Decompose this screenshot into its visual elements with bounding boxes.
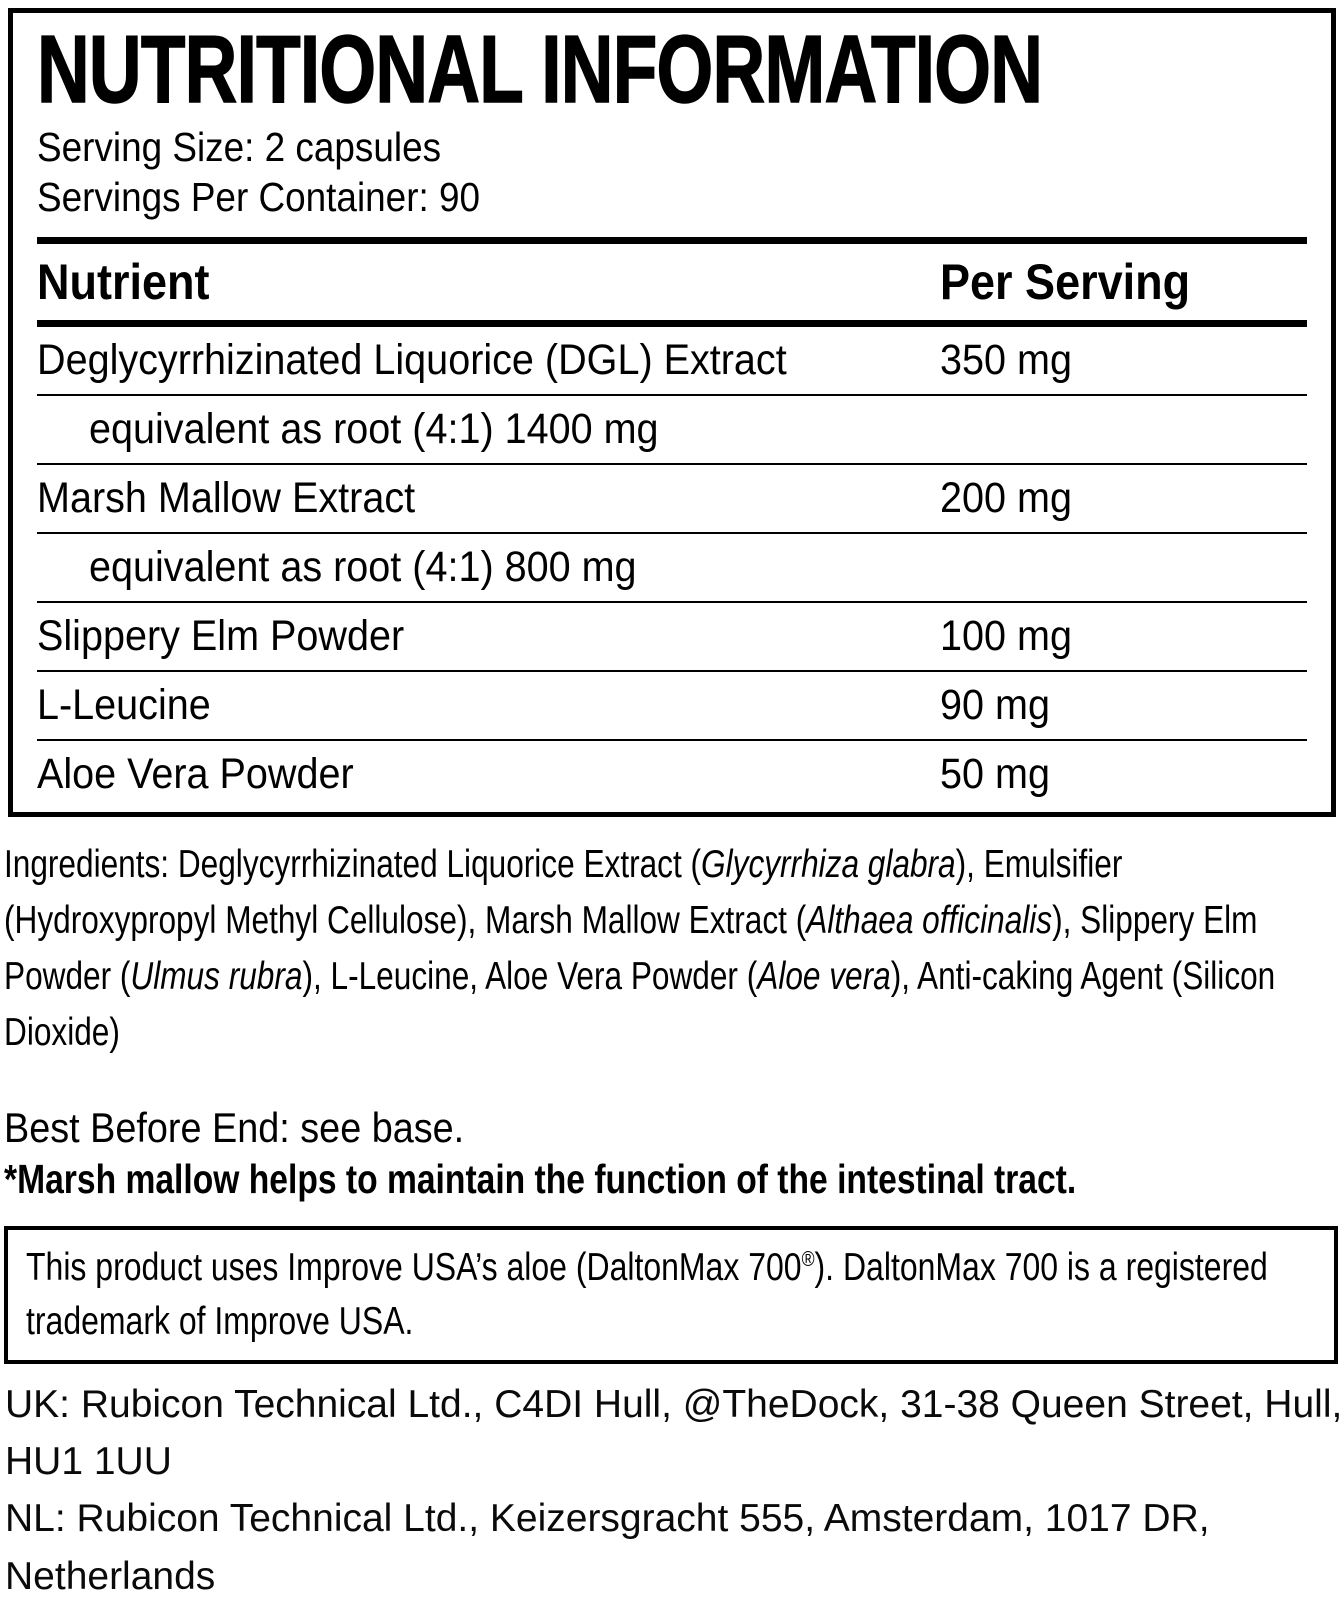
trademark-text: This product uses Improve USA’s aloe (DaltonMax 700®). DaltonMax 700 is a registered trademark of Improve USA. [26, 1246, 1268, 1343]
table-row [37, 532, 1307, 601]
column-header-nutrient: Nutrient [37, 254, 210, 311]
nutrient-name: equivalent as root (4:1) 1400 mg [89, 405, 659, 454]
nutrient-name: Aloe Vera Powder [37, 750, 354, 799]
column-header-per-serving: Per Serving [940, 254, 1191, 311]
nutrient-value: 100 mg [940, 612, 1072, 661]
nutrient-name: Slippery Elm Powder [37, 612, 405, 661]
table-row [37, 463, 1307, 532]
nutrient-value: 200 mg [940, 474, 1072, 523]
address-nl: NL: Rubicon Technical Ltd., Keizersgracht 555, Amsterdam, 1017 DR, Netherlands [5, 1497, 1210, 1598]
nutrient-name: L-Leucine [37, 681, 211, 730]
panel-title: NUTRITIONAL INFORMATION [37, 16, 1043, 123]
divider-header [37, 320, 1307, 327]
table-header [37, 244, 1307, 320]
table-row [37, 739, 1307, 812]
address-uk: UK: Rubicon Technical Ltd., C4DI Hull, @TheDock, 31-38 Queen Street, Hull, HU1 1UU [5, 1382, 1343, 1483]
table-row [37, 394, 1307, 463]
addresses [5, 1376, 1344, 1605]
nutrient-name: Deglycyrrhizinated Liquorice (DGL) Extract [37, 336, 787, 385]
nutrient-value: 90 mg [940, 681, 1050, 730]
serving-info [37, 124, 1307, 221]
best-before-text: Best Before End: see base. [4, 1104, 465, 1151]
trademark-box [4, 1226, 1338, 1364]
nutrient-name: equivalent as root (4:1) 800 mg [89, 543, 637, 592]
marsh-mallow-claim: *Marsh mallow helps to maintain the function of the intestinal tract. [4, 1156, 1077, 1202]
nutrition-label [0, 8, 1344, 1605]
divider-top [37, 237, 1307, 244]
ingredients-text: Ingredients: Deglycyrrhizinated Liquorice Extract (Glycyrrhiza glabra), Emulsifier (Hydroxypropyl Methyl Cellulose), Marsh Mallow Extract (Althaea officinalis), Slippery Elm Powder (Ulmus rubra), L-Leucine, Aloe Vera Powder (Aloe vera), Anti-caking Agent (Silicon Dioxide) [4, 843, 1276, 1055]
column-header-per-serving-wrap [940, 254, 1307, 311]
table-row [37, 670, 1307, 739]
table-row [37, 327, 1307, 394]
table-row [37, 601, 1307, 670]
nutrient-table [37, 327, 1307, 812]
nutrient-value: 350 mg [940, 336, 1072, 385]
nutrition-facts-panel [8, 8, 1336, 817]
serving-size: Serving Size: 2 capsules [37, 123, 442, 170]
servings-per-container: Servings Per Container: 90 [37, 174, 481, 221]
nutrient-value: 50 mg [940, 750, 1050, 799]
column-header-nutrient-wrap [37, 254, 940, 311]
nutrient-name: Marsh Mallow Extract [37, 474, 416, 523]
